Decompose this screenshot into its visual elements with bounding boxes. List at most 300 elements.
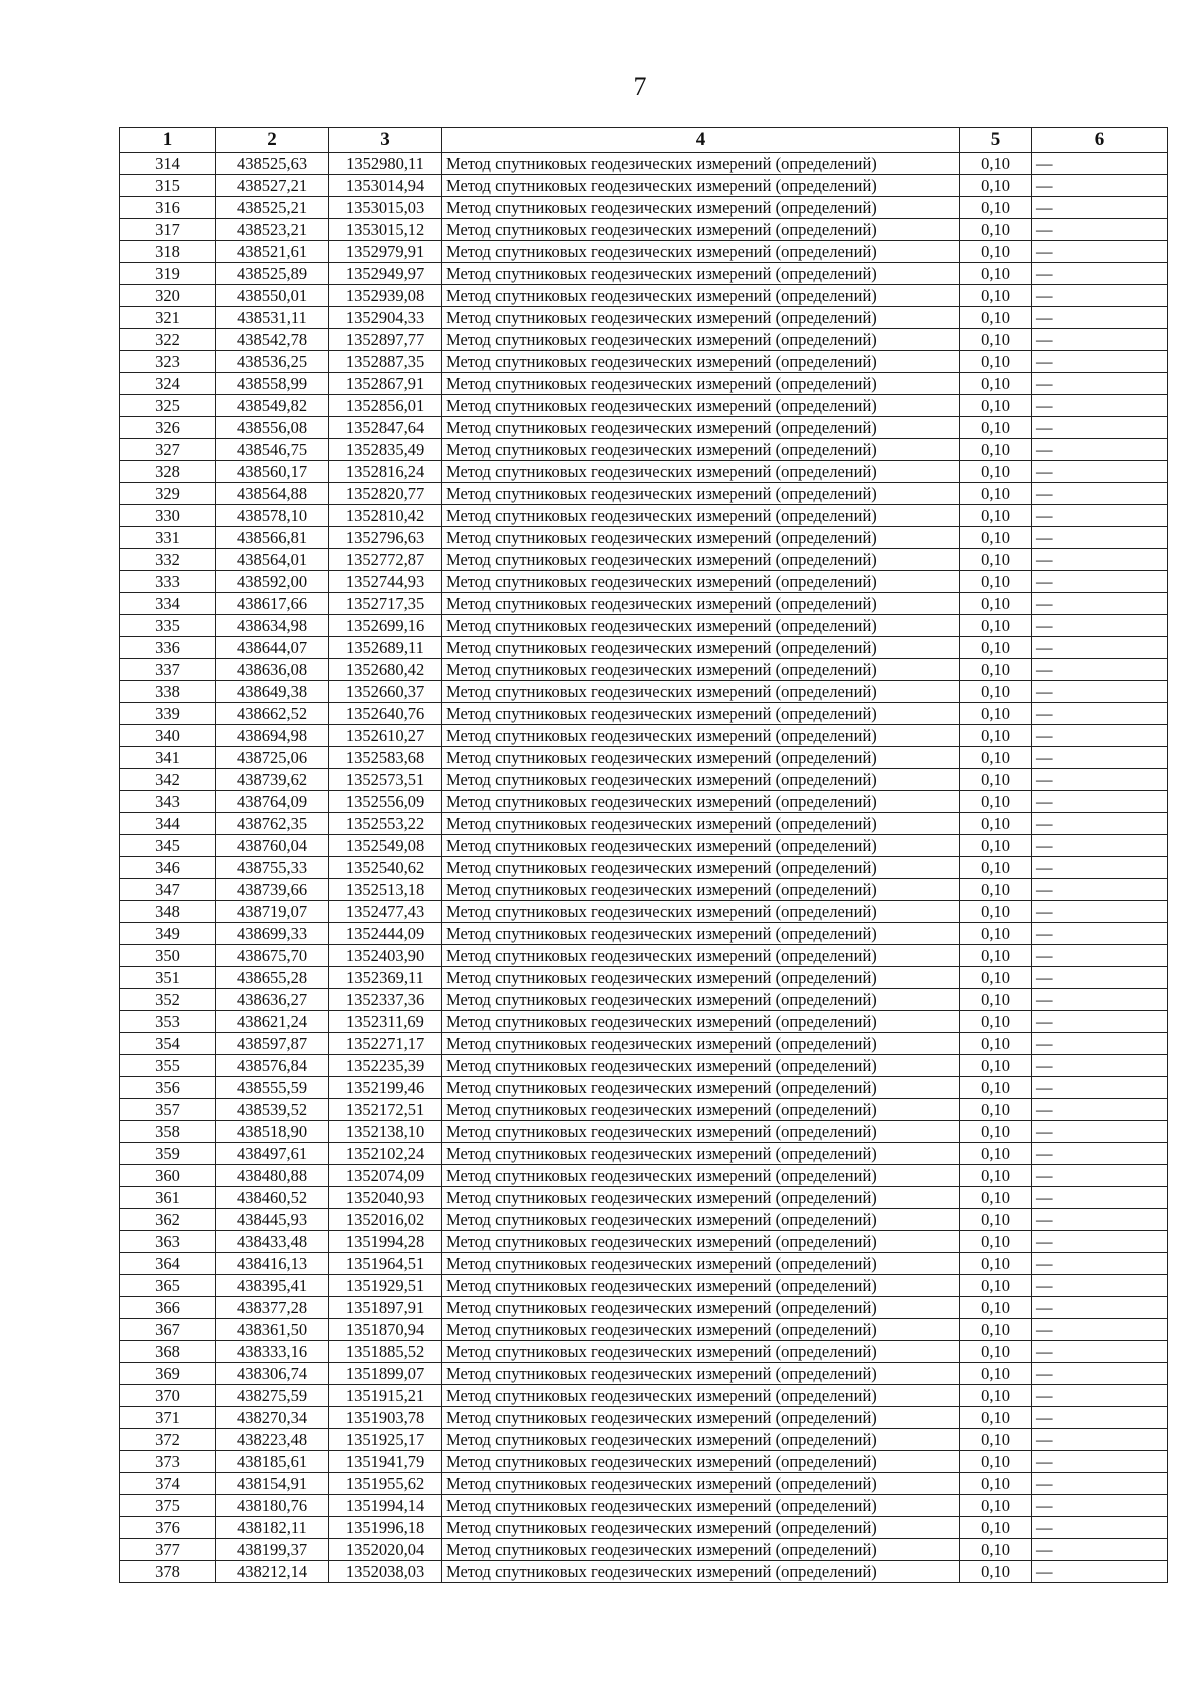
- method-cell: Метод спутниковых геодезических измерений (определений): [442, 725, 960, 747]
- point-number-cell: 364: [120, 1253, 216, 1275]
- table-row: [120, 461, 1168, 483]
- accuracy-cell: 0,10: [960, 1055, 1032, 1077]
- x-coordinate-cell: 438377,28: [216, 1297, 329, 1319]
- x-coordinate-cell: 438212,14: [216, 1561, 329, 1583]
- method-cell: Метод спутниковых геодезических измерений (определений): [442, 681, 960, 703]
- table-row: [120, 1253, 1168, 1275]
- method-cell: Метод спутниковых геодезических измерений (определений): [442, 1385, 960, 1407]
- x-coordinate-cell: 438416,13: [216, 1253, 329, 1275]
- method-cell: Метод спутниковых геодезических измерений (определений): [442, 1231, 960, 1253]
- point-number-cell: 377: [120, 1539, 216, 1561]
- y-coordinate-cell: 1351925,17: [329, 1429, 442, 1451]
- y-coordinate-cell: 1351885,52: [329, 1341, 442, 1363]
- method-cell: Метод спутниковых геодезических измерений (определений): [442, 945, 960, 967]
- method-cell: Метод спутниковых геодезических измерений (определений): [442, 1077, 960, 1099]
- point-number-cell: 323: [120, 351, 216, 373]
- x-coordinate-cell: 438223,48: [216, 1429, 329, 1451]
- table-row: [120, 1429, 1168, 1451]
- point-number-cell: 369: [120, 1363, 216, 1385]
- table-row: [120, 483, 1168, 505]
- point-number-cell: 338: [120, 681, 216, 703]
- y-coordinate-cell: 1353015,12: [329, 219, 442, 241]
- table-row: [120, 901, 1168, 923]
- point-number-cell: 316: [120, 197, 216, 219]
- y-coordinate-cell: 1352699,16: [329, 615, 442, 637]
- table-row: [120, 615, 1168, 637]
- accuracy-cell: 0,10: [960, 1121, 1032, 1143]
- table-row: [120, 571, 1168, 593]
- x-coordinate-cell: 438539,52: [216, 1099, 329, 1121]
- note-cell: —: [1032, 175, 1168, 197]
- y-coordinate-cell: 1351996,18: [329, 1517, 442, 1539]
- accuracy-cell: 0,10: [960, 857, 1032, 879]
- note-cell: —: [1032, 747, 1168, 769]
- table-row: [120, 439, 1168, 461]
- point-number-cell: 342: [120, 769, 216, 791]
- note-cell: —: [1032, 1473, 1168, 1495]
- table-row: [120, 1143, 1168, 1165]
- x-coordinate-cell: 438755,33: [216, 857, 329, 879]
- method-cell: Метод спутниковых геодезических измерений (определений): [442, 1561, 960, 1583]
- accuracy-cell: 0,10: [960, 1099, 1032, 1121]
- point-number-cell: 372: [120, 1429, 216, 1451]
- accuracy-cell: 0,10: [960, 571, 1032, 593]
- method-cell: Метод спутниковых геодезических измерений (определений): [442, 263, 960, 285]
- accuracy-cell: 0,10: [960, 791, 1032, 813]
- column-header: 1: [120, 128, 216, 153]
- table-row: [120, 527, 1168, 549]
- method-cell: Метод спутниковых геодезических измерений (определений): [442, 659, 960, 681]
- note-cell: —: [1032, 1011, 1168, 1033]
- table-row: [120, 373, 1168, 395]
- accuracy-cell: 0,10: [960, 725, 1032, 747]
- point-number-cell: 347: [120, 879, 216, 901]
- accuracy-cell: 0,10: [960, 307, 1032, 329]
- method-cell: Метод спутниковых геодезических измерений (определений): [442, 1341, 960, 1363]
- note-cell: —: [1032, 681, 1168, 703]
- point-number-cell: 331: [120, 527, 216, 549]
- accuracy-cell: 0,10: [960, 835, 1032, 857]
- y-coordinate-cell: 1352979,91: [329, 241, 442, 263]
- y-coordinate-cell: 1352847,64: [329, 417, 442, 439]
- accuracy-cell: 0,10: [960, 219, 1032, 241]
- y-coordinate-cell: 1352835,49: [329, 439, 442, 461]
- method-cell: Метод спутниковых геодезических измерений (определений): [442, 1209, 960, 1231]
- y-coordinate-cell: 1351903,78: [329, 1407, 442, 1429]
- x-coordinate-cell: 438649,38: [216, 681, 329, 703]
- x-coordinate-cell: 438525,89: [216, 263, 329, 285]
- y-coordinate-cell: 1351964,51: [329, 1253, 442, 1275]
- y-coordinate-cell: 1352553,22: [329, 813, 442, 835]
- note-cell: —: [1032, 197, 1168, 219]
- coordinates-table: [119, 127, 1168, 1583]
- method-cell: Метод спутниковых геодезических измерений (определений): [442, 1055, 960, 1077]
- method-cell: Метод спутниковых геодезических измерений (определений): [442, 1319, 960, 1341]
- method-cell: Метод спутниковых геодезических измерений (определений): [442, 1473, 960, 1495]
- note-cell: —: [1032, 1077, 1168, 1099]
- table-row: [120, 593, 1168, 615]
- table-row: [120, 241, 1168, 263]
- x-coordinate-cell: 438636,27: [216, 989, 329, 1011]
- x-coordinate-cell: 438497,61: [216, 1143, 329, 1165]
- point-number-cell: 330: [120, 505, 216, 527]
- point-number-cell: 335: [120, 615, 216, 637]
- table-header-row: [120, 128, 1168, 153]
- point-number-cell: 343: [120, 791, 216, 813]
- accuracy-cell: 0,10: [960, 747, 1032, 769]
- y-coordinate-cell: 1351870,94: [329, 1319, 442, 1341]
- table-row: [120, 417, 1168, 439]
- point-number-cell: 321: [120, 307, 216, 329]
- note-cell: —: [1032, 1517, 1168, 1539]
- x-coordinate-cell: 438527,21: [216, 175, 329, 197]
- table-row: [120, 835, 1168, 857]
- x-coordinate-cell: 438675,70: [216, 945, 329, 967]
- table-row: [120, 989, 1168, 1011]
- table-row: [120, 725, 1168, 747]
- note-cell: —: [1032, 593, 1168, 615]
- note-cell: —: [1032, 1451, 1168, 1473]
- table-row: [120, 219, 1168, 241]
- note-cell: —: [1032, 1319, 1168, 1341]
- x-coordinate-cell: 438719,07: [216, 901, 329, 923]
- table-row: [120, 1517, 1168, 1539]
- note-cell: —: [1032, 241, 1168, 263]
- method-cell: Метод спутниковых геодезических измерений (определений): [442, 1033, 960, 1055]
- note-cell: —: [1032, 1187, 1168, 1209]
- x-coordinate-cell: 438523,21: [216, 219, 329, 241]
- y-coordinate-cell: 1352856,01: [329, 395, 442, 417]
- note-cell: —: [1032, 989, 1168, 1011]
- method-cell: Метод спутниковых геодезических измерений (определений): [442, 175, 960, 197]
- table-row: [120, 1275, 1168, 1297]
- y-coordinate-cell: 1352513,18: [329, 879, 442, 901]
- method-cell: Метод спутниковых геодезических измерений (определений): [442, 703, 960, 725]
- note-cell: —: [1032, 1143, 1168, 1165]
- x-coordinate-cell: 438154,91: [216, 1473, 329, 1495]
- method-cell: Метод спутниковых геодезических измерений (определений): [442, 1253, 960, 1275]
- table-row: [120, 923, 1168, 945]
- accuracy-cell: 0,10: [960, 1231, 1032, 1253]
- point-number-cell: 359: [120, 1143, 216, 1165]
- table-row: [120, 703, 1168, 725]
- accuracy-cell: 0,10: [960, 615, 1032, 637]
- point-number-cell: 360: [120, 1165, 216, 1187]
- x-coordinate-cell: 438306,74: [216, 1363, 329, 1385]
- method-cell: Метод спутниковых геодезических измерений (определений): [442, 747, 960, 769]
- method-cell: Метод спутниковых геодезических измерений (определений): [442, 593, 960, 615]
- method-cell: Метод спутниковых геодезических измерений (определений): [442, 637, 960, 659]
- point-number-cell: 373: [120, 1451, 216, 1473]
- y-coordinate-cell: 1352904,33: [329, 307, 442, 329]
- y-coordinate-cell: 1352311,69: [329, 1011, 442, 1033]
- table-row: [120, 549, 1168, 571]
- accuracy-cell: 0,10: [960, 1539, 1032, 1561]
- point-number-cell: 333: [120, 571, 216, 593]
- x-coordinate-cell: 438694,98: [216, 725, 329, 747]
- x-coordinate-cell: 438480,88: [216, 1165, 329, 1187]
- x-coordinate-cell: 438542,78: [216, 329, 329, 351]
- point-number-cell: 317: [120, 219, 216, 241]
- x-coordinate-cell: 438560,17: [216, 461, 329, 483]
- point-number-cell: 367: [120, 1319, 216, 1341]
- note-cell: —: [1032, 725, 1168, 747]
- accuracy-cell: 0,10: [960, 329, 1032, 351]
- y-coordinate-cell: 1352772,87: [329, 549, 442, 571]
- y-coordinate-cell: 1351915,21: [329, 1385, 442, 1407]
- accuracy-cell: 0,10: [960, 1561, 1032, 1583]
- method-cell: Метод спутниковых геодезических измерений (определений): [442, 791, 960, 813]
- table-row: [120, 307, 1168, 329]
- note-cell: —: [1032, 791, 1168, 813]
- point-number-cell: 357: [120, 1099, 216, 1121]
- point-number-cell: 328: [120, 461, 216, 483]
- note-cell: —: [1032, 1275, 1168, 1297]
- accuracy-cell: 0,10: [960, 1033, 1032, 1055]
- y-coordinate-cell: 1352816,24: [329, 461, 442, 483]
- point-number-cell: 365: [120, 1275, 216, 1297]
- y-coordinate-cell: 1352820,77: [329, 483, 442, 505]
- point-number-cell: 326: [120, 417, 216, 439]
- table-row: [120, 1407, 1168, 1429]
- note-cell: —: [1032, 285, 1168, 307]
- note-cell: —: [1032, 967, 1168, 989]
- method-cell: Метод спутниковых геодезических измерений (определений): [442, 1099, 960, 1121]
- table-row: [120, 879, 1168, 901]
- table-row: [120, 1385, 1168, 1407]
- x-coordinate-cell: 438634,98: [216, 615, 329, 637]
- accuracy-cell: 0,10: [960, 967, 1032, 989]
- note-cell: —: [1032, 1121, 1168, 1143]
- point-number-cell: 348: [120, 901, 216, 923]
- point-number-cell: 349: [120, 923, 216, 945]
- y-coordinate-cell: 1352337,36: [329, 989, 442, 1011]
- point-number-cell: 375: [120, 1495, 216, 1517]
- note-cell: —: [1032, 1099, 1168, 1121]
- note-cell: —: [1032, 835, 1168, 857]
- y-coordinate-cell: 1352573,51: [329, 769, 442, 791]
- x-coordinate-cell: 438566,81: [216, 527, 329, 549]
- accuracy-cell: 0,10: [960, 1429, 1032, 1451]
- table-row: [120, 857, 1168, 879]
- x-coordinate-cell: 438644,07: [216, 637, 329, 659]
- accuracy-cell: 0,10: [960, 527, 1032, 549]
- table-row: [120, 769, 1168, 791]
- y-coordinate-cell: 1352016,02: [329, 1209, 442, 1231]
- note-cell: —: [1032, 505, 1168, 527]
- accuracy-cell: 0,10: [960, 1165, 1032, 1187]
- x-coordinate-cell: 438597,87: [216, 1033, 329, 1055]
- table-row: [120, 1033, 1168, 1055]
- accuracy-cell: 0,10: [960, 417, 1032, 439]
- accuracy-cell: 0,10: [960, 989, 1032, 1011]
- table-row: [120, 1297, 1168, 1319]
- table-row: [120, 263, 1168, 285]
- x-coordinate-cell: 438576,84: [216, 1055, 329, 1077]
- accuracy-cell: 0,10: [960, 1495, 1032, 1517]
- accuracy-cell: 0,10: [960, 1275, 1032, 1297]
- table-row: [120, 945, 1168, 967]
- point-number-cell: 371: [120, 1407, 216, 1429]
- table-row: [120, 1319, 1168, 1341]
- accuracy-cell: 0,10: [960, 1407, 1032, 1429]
- table-row: [120, 1495, 1168, 1517]
- point-number-cell: 339: [120, 703, 216, 725]
- x-coordinate-cell: 438592,00: [216, 571, 329, 593]
- y-coordinate-cell: 1351929,51: [329, 1275, 442, 1297]
- point-number-cell: 337: [120, 659, 216, 681]
- x-coordinate-cell: 438361,50: [216, 1319, 329, 1341]
- accuracy-cell: 0,10: [960, 241, 1032, 263]
- y-coordinate-cell: 1352689,11: [329, 637, 442, 659]
- note-cell: —: [1032, 373, 1168, 395]
- x-coordinate-cell: 438699,33: [216, 923, 329, 945]
- table-body: [120, 153, 1168, 1583]
- y-coordinate-cell: 1352810,42: [329, 505, 442, 527]
- table-row: [120, 1473, 1168, 1495]
- method-cell: Метод спутниковых геодезических измерений (определений): [442, 1121, 960, 1143]
- method-cell: Метод спутниковых геодезических измерений (определений): [442, 549, 960, 571]
- accuracy-cell: 0,10: [960, 1187, 1032, 1209]
- method-cell: Метод спутниковых геодезических измерений (определений): [442, 307, 960, 329]
- point-number-cell: 315: [120, 175, 216, 197]
- y-coordinate-cell: 1352867,91: [329, 373, 442, 395]
- note-cell: —: [1032, 813, 1168, 835]
- method-cell: Метод спутниковых геодезических измерений (определений): [442, 219, 960, 241]
- method-cell: Метод спутниковых геодезических измерений (определений): [442, 1165, 960, 1187]
- x-coordinate-cell: 438550,01: [216, 285, 329, 307]
- y-coordinate-cell: 1352549,08: [329, 835, 442, 857]
- note-cell: —: [1032, 483, 1168, 505]
- method-cell: Метод спутниковых геодезических измерений (определений): [442, 373, 960, 395]
- method-cell: Метод спутниковых геодезических измерений (определений): [442, 241, 960, 263]
- y-coordinate-cell: 1352271,17: [329, 1033, 442, 1055]
- note-cell: —: [1032, 1165, 1168, 1187]
- accuracy-cell: 0,10: [960, 1209, 1032, 1231]
- x-coordinate-cell: 438445,93: [216, 1209, 329, 1231]
- method-cell: Метод спутниковых геодезических измерений (определений): [442, 1297, 960, 1319]
- note-cell: —: [1032, 1209, 1168, 1231]
- point-number-cell: 363: [120, 1231, 216, 1253]
- point-number-cell: 351: [120, 967, 216, 989]
- note-cell: —: [1032, 1055, 1168, 1077]
- method-cell: Метод спутниковых геодезических измерений (определений): [442, 1407, 960, 1429]
- point-number-cell: 356: [120, 1077, 216, 1099]
- y-coordinate-cell: 1351955,62: [329, 1473, 442, 1495]
- page-number: 7: [633, 72, 647, 101]
- note-cell: —: [1032, 1407, 1168, 1429]
- y-coordinate-cell: 1352660,37: [329, 681, 442, 703]
- method-cell: Метод спутниковых геодезических измерений (определений): [442, 285, 960, 307]
- method-cell: Метод спутниковых геодезических измерений (определений): [442, 1451, 960, 1473]
- note-cell: —: [1032, 395, 1168, 417]
- point-number-cell: 318: [120, 241, 216, 263]
- note-cell: —: [1032, 1341, 1168, 1363]
- y-coordinate-cell: 1352403,90: [329, 945, 442, 967]
- accuracy-cell: 0,10: [960, 1363, 1032, 1385]
- x-coordinate-cell: 438182,11: [216, 1517, 329, 1539]
- y-coordinate-cell: 1352583,68: [329, 747, 442, 769]
- point-number-cell: 340: [120, 725, 216, 747]
- note-cell: —: [1032, 1231, 1168, 1253]
- point-number-cell: 370: [120, 1385, 216, 1407]
- x-coordinate-cell: 438578,10: [216, 505, 329, 527]
- table-row: [120, 637, 1168, 659]
- x-coordinate-cell: 438725,06: [216, 747, 329, 769]
- point-number-cell: 345: [120, 835, 216, 857]
- x-coordinate-cell: 438621,24: [216, 1011, 329, 1033]
- point-number-cell: 325: [120, 395, 216, 417]
- accuracy-cell: 0,10: [960, 1451, 1032, 1473]
- point-number-cell: 374: [120, 1473, 216, 1495]
- method-cell: Метод спутниковых геодезических измерений (определений): [442, 153, 960, 175]
- y-coordinate-cell: 1352172,51: [329, 1099, 442, 1121]
- y-coordinate-cell: 1352235,39: [329, 1055, 442, 1077]
- method-cell: Метод спутниковых геодезических измерений (определений): [442, 351, 960, 373]
- x-coordinate-cell: 438558,99: [216, 373, 329, 395]
- x-coordinate-cell: 438555,59: [216, 1077, 329, 1099]
- method-cell: Метод спутниковых геодезических измерений (определений): [442, 835, 960, 857]
- accuracy-cell: 0,10: [960, 1473, 1032, 1495]
- point-number-cell: 366: [120, 1297, 216, 1319]
- y-coordinate-cell: 1352540,62: [329, 857, 442, 879]
- column-header: 4: [442, 128, 960, 153]
- note-cell: —: [1032, 527, 1168, 549]
- accuracy-cell: 0,10: [960, 1517, 1032, 1539]
- y-coordinate-cell: 1352897,77: [329, 329, 442, 351]
- column-header: 3: [329, 128, 442, 153]
- method-cell: Метод спутниковых геодезических измерений (определений): [442, 417, 960, 439]
- method-cell: Метод спутниковых геодезических измерений (определений): [442, 901, 960, 923]
- note-cell: —: [1032, 549, 1168, 571]
- method-cell: Метод спутниковых геодезических измерений (определений): [442, 1187, 960, 1209]
- table-row: [120, 505, 1168, 527]
- x-coordinate-cell: 438531,11: [216, 307, 329, 329]
- method-cell: Метод спутниковых геодезических измерений (определений): [442, 483, 960, 505]
- y-coordinate-cell: 1351994,14: [329, 1495, 442, 1517]
- table-row: [120, 681, 1168, 703]
- method-cell: Метод спутниковых геодезических измерений (определений): [442, 1363, 960, 1385]
- method-cell: Метод спутниковых геодезических измерений (определений): [442, 769, 960, 791]
- accuracy-cell: 0,10: [960, 483, 1032, 505]
- note-cell: —: [1032, 153, 1168, 175]
- accuracy-cell: 0,10: [960, 263, 1032, 285]
- y-coordinate-cell: 1352980,11: [329, 153, 442, 175]
- method-cell: Метод спутниковых геодезических измерений (определений): [442, 329, 960, 351]
- x-coordinate-cell: 438180,76: [216, 1495, 329, 1517]
- table-row: [120, 1011, 1168, 1033]
- x-coordinate-cell: 438655,28: [216, 967, 329, 989]
- y-coordinate-cell: 1353015,03: [329, 197, 442, 219]
- point-number-cell: 334: [120, 593, 216, 615]
- x-coordinate-cell: 438739,62: [216, 769, 329, 791]
- accuracy-cell: 0,10: [960, 439, 1032, 461]
- y-coordinate-cell: 1352102,24: [329, 1143, 442, 1165]
- table-row: [120, 1451, 1168, 1473]
- table-row: [120, 285, 1168, 307]
- accuracy-cell: 0,10: [960, 681, 1032, 703]
- y-coordinate-cell: 1352939,08: [329, 285, 442, 307]
- note-cell: —: [1032, 1363, 1168, 1385]
- y-coordinate-cell: 1352556,09: [329, 791, 442, 813]
- y-coordinate-cell: 1352038,03: [329, 1561, 442, 1583]
- accuracy-cell: 0,10: [960, 175, 1032, 197]
- note-cell: —: [1032, 923, 1168, 945]
- note-cell: —: [1032, 637, 1168, 659]
- method-cell: Метод спутниковых геодезических измерений (определений): [442, 967, 960, 989]
- column-header: 6: [1032, 128, 1168, 153]
- point-number-cell: 324: [120, 373, 216, 395]
